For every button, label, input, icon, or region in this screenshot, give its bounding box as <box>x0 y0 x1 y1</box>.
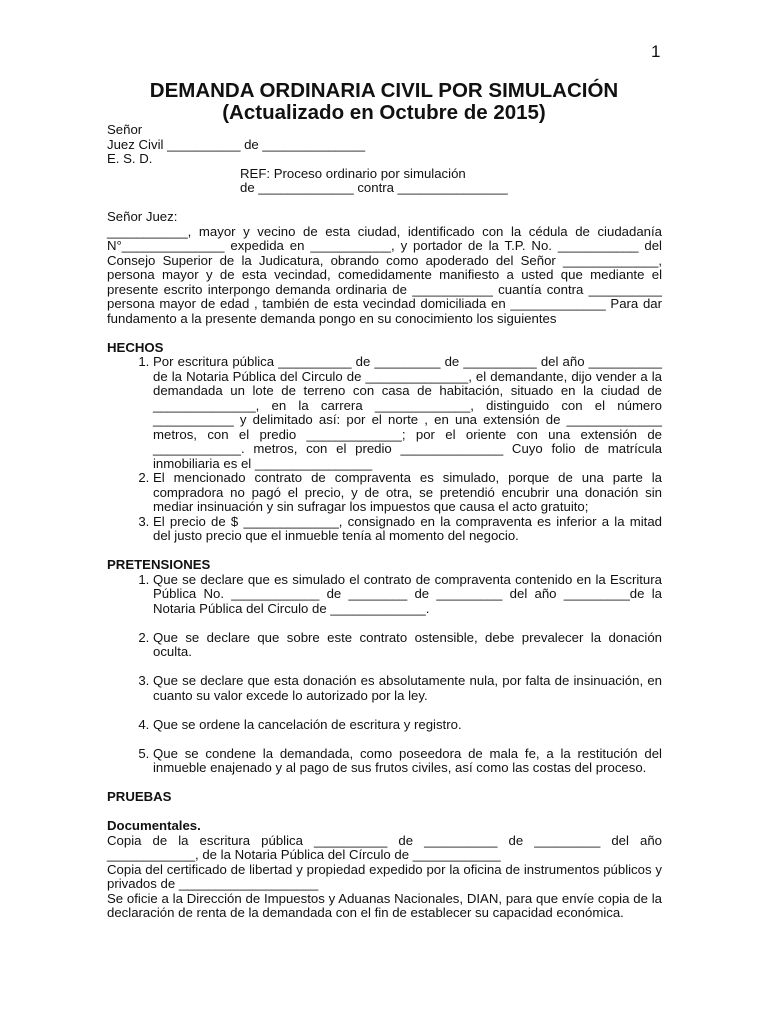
address-line-1: Señor <box>107 122 143 137</box>
page-number: 1 <box>651 42 661 61</box>
reference-line-1: REF: Proceso ordinario por simulación <box>240 165 466 181</box>
pretensiones-list <box>107 573 662 776</box>
document-body <box>107 123 662 921</box>
reference-line-2: de _____________ contra _______________ <box>240 180 508 195</box>
subheading-documentales: Documentales. <box>107 818 201 833</box>
pruebas-paragraph-3: Se oficie a la Dirección de Impuestos y Aduanas Nacionales, DIAN, para que envíe copia de la declaración de renta de la demandada con el fin de establecer su capacidad económica. <box>107 890 662 920</box>
document-subtitle: (Actualizado en Octubre de 2015) <box>222 101 546 124</box>
pruebas-paragraph-1: Copia de la escritura pública __________ de __________ de _________ del año ____________, de la Notaria Pública del Círculo de ____________ <box>107 832 662 862</box>
list-item: 3. El precio de $ _____________, consignado en la compraventa es inferior a la mitad del justo precio que el inmueble tenía al momento del negocio. <box>153 515 662 544</box>
list-item: 4. Que se ordene la cancelación de escritura y registro. <box>153 718 662 733</box>
pruebas-paragraph-2: Copia del certificado de libertad y propiedad expedido por la oficina de instrumentos públicos y privados de ___________________ <box>107 861 662 891</box>
list-item: 2. Que se declare que sobre este contrato ostensible, debe prevalecer la donación oculta. <box>153 631 662 660</box>
list-item: 3. Que se declare que esta donación es absolutamente nula, por falta de insinuación, en cuanto su valor excede lo autorizado por la ley. <box>153 674 662 703</box>
hechos-list <box>107 355 662 544</box>
section-heading-hechos: HECHOS <box>107 339 164 355</box>
section-heading-pruebas: PRUEBAS <box>107 789 172 804</box>
list-item: 5. Que se condene la demandada, como poseedora de mala fe, a la restitución del inmueble enajenado y al pago de sus frutos civiles, así como las costas del proceso. <box>153 747 662 776</box>
section-heading-pretensiones: PRETENSIONES <box>107 557 211 572</box>
salutation: Señor Juez: <box>107 209 178 224</box>
list-item: 1. Que se declare que es simulado el contrato de compraventa contenido en la Escritura Pública No. ____________ de ________ de _________ del año _________de la Notaria Pública del Circulo de _____________. <box>153 573 662 617</box>
intro-paragraph: ___________, mayor y vecino de esta ciudad, identificado con la cédula de ciudadanía N°______________ expedida en ___________, y portador de la T.P. No. ___________ del Consejo Superior de la Judicatura, obrando como apoderado del Señor _____________, persona mayor y de esta vecindad, comedidamente manifiesto a usted que mediante el presente escrito interpongo demanda ordinaria de ___________ cuantía contra __________ persona mayor de edad , también de esta vecindad domiciliada en _____________ Para dar fundamento a la presente demanda pongo en su conocimiento los siguientes <box>107 223 662 326</box>
list-item: 1. Por escritura pública __________ de _________ de __________ del año __________ de la Notaria Pública del Circulo de ______________, el demandante, dijo vender a la demandada un lote de terreno con casa de habitación, situado en la ciudad de ______________, en la carrera _____________, distinguido con el número ___________ y delimitado así: por el norte , en una extensión de _____________ metros, con el predio _____________; por el oriente con una extensión de ____________. metros, con el predio ______________ Cuyo folio de matrícula inmobiliaria es el ________________ <box>153 355 662 471</box>
document-title: DEMANDA ORDINARIA CIVIL POR SIMULACIÓN <box>149 79 619 102</box>
address-line-2: Juez Civil __________ de ______________ <box>107 136 366 152</box>
address-line-3: E. S. D. <box>107 151 153 166</box>
list-item: 2. El mencionado contrato de compraventa es simulado, porque de una parte la compradora no pagó el precio, y de otra, se pretendió encubrir una donación sin mediar insinuación y sin sufragar los impuestos que causa el acto gratuito; <box>153 471 662 515</box>
